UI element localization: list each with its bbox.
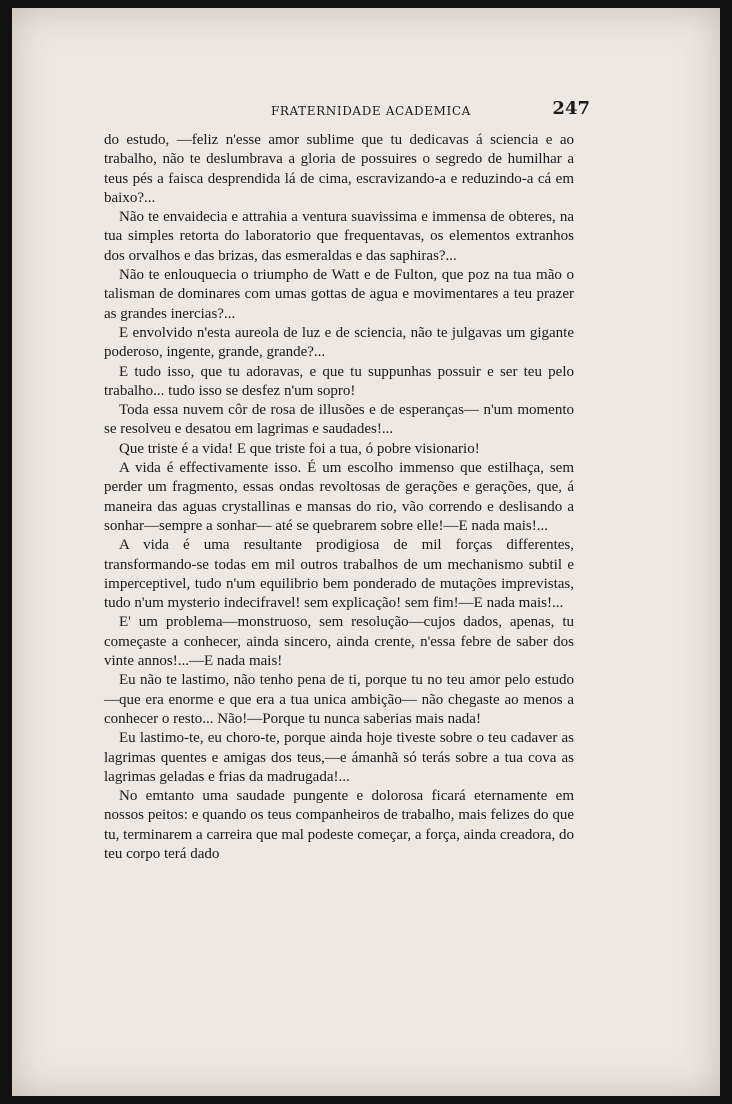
paragraph: Eu lastimo-te, eu choro-te, porque ainda hoje tiveste sobre o teu cadaver as lagrimas quentes e amigas dos teus,—e ámanhã só terás sobre a tua cova as lagrimas geladas e frias da madrugada!... bbox=[104, 730, 574, 785]
paragraph: E' um problema—monstruoso, sem resolução—cujos dados, apenas, tu começaste a conhecer, ainda sincero, ainda crente, n'essa febre de saber dos vinte annos!...—E nada mais! bbox=[104, 614, 574, 670]
paragraph: Eu não te lastimo, não tenho pena de ti, porque tu no teu amor pelo estudo—que era enorme e que era a tua unica ambição— não chegaste ao menos a conhecer o resto... Não!—Porque tu nunca saberias mais nada! bbox=[104, 672, 574, 727]
paragraph: Não te enlouquecia o triumpho de Watt e de Fulton, que poz na tua mão o talisman de dominares com umas gottas de agua e movimentares a teu prazer as grandes inercias?... bbox=[104, 267, 574, 322]
paragraph: No emtanto uma saudade pungente e dolorosa ficará eternamente em nossos peitos: e quando os teus companheiros de trabalho, mais felizes do que tu, terminarem a carreira que mal podeste começar, a força, ainda creadora, do teu corpo terá dado bbox=[104, 788, 574, 862]
running-head: FRATERNIDADE ACADEMICA bbox=[271, 104, 471, 118]
body-text bbox=[104, 131, 574, 864]
paragraph: do estudo, —feliz n'esse amor sublime que tu dedicavas á sciencia e ao trabalho, não te deslumbrava a gloria de possuires o segredo de humilhar a teus pés a faisca desprendida lá de cima, escravizando-a e reduzindo-a cá em baixo?... bbox=[104, 132, 574, 206]
paragraph: A vida é uma resultante prodigiosa de mil forças differentes, transformando-se todas em mil outros trabalhos de um mechanismo subtil e imperceptivel, tudo n'um equilibrio bem ponderado de mutações imprevistas, tudo n'um mysterio indecifravel! sem explicação! sem fim!—E nada mais!... bbox=[104, 537, 574, 612]
paragraph: Toda essa nuvem côr de rosa de illusões e de esperanças— n'um momento se resolveu e desatou em lagrimas e saudades!... bbox=[104, 402, 574, 438]
paragraph: Que triste é a vida! E que triste foi a tua, ó pobre visionario! bbox=[119, 440, 480, 457]
paragraph: E tudo isso, que tu adoravas, e que tu suppunhas possuir e ser teu pelo trabalho... tudo isso se desfez n'um sopro! bbox=[104, 363, 574, 399]
page-number: 247 bbox=[552, 98, 590, 119]
paragraph: E envolvido n'esta aureola de luz e de sciencia, não te julgavas um gigante poderoso, ingente, grande, grande?... bbox=[104, 324, 574, 361]
page-header bbox=[116, 98, 590, 122]
paragraph: Não te envaidecia e attrahia a ventura suavissima e immensa de obteres, na tua simples retorta do laboratorio que frequentavas, os elementos extranhos dos orvalhos e das brizas, das esmeraldas e das saphiras?... bbox=[104, 209, 574, 264]
paragraph: A vida é effectivamente isso. É um escolho immenso que estilhaça, sem perder um fragmento, essas ondas revoltosas de gerações e gerações, que, á maneira das aguas crystallinas e mansas do rio, vão correndo e deslisando a sonhar—sempre a sonhar— até se quebrarem sobre elle!—E nada mais!... bbox=[104, 460, 574, 534]
